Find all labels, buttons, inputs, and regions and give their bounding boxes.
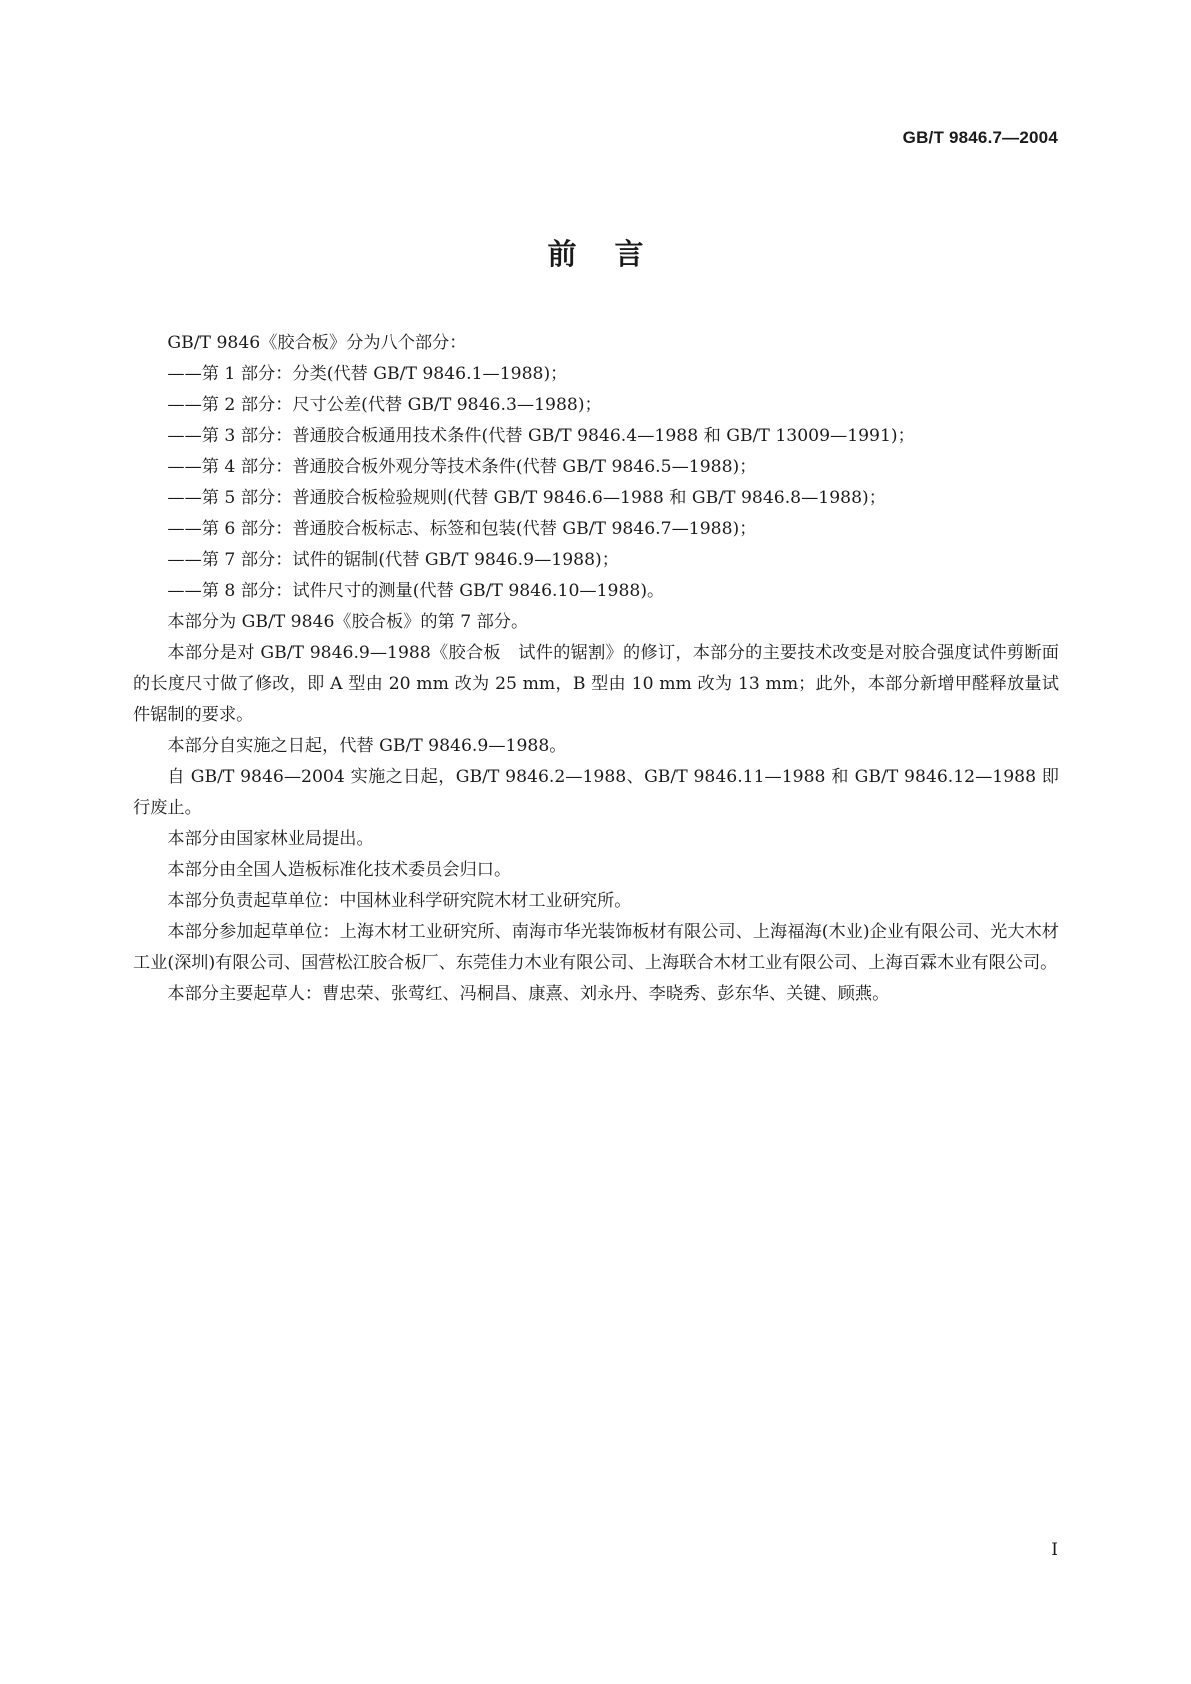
- body-paragraph: 本部分为 GB/T 9846《胶合板》的第 7 部分。: [167, 612, 529, 632]
- part-list-item: ——第 4 部分：普通胶合板外观分等技术条件(代替 GB/T 9846.5—1988)；: [167, 457, 757, 477]
- part-list-item: ——第 3 部分：普通胶合板通用技术条件(代替 GB/T 9846.4—1988 和 GB/T 13009—1991)；: [167, 426, 915, 446]
- body-paragraph: 本部分负责起草单位：中国林业科学研究院木材工业研究所。: [167, 891, 632, 911]
- body-paragraph: 本部分由全国人造板标准化技术委员会归口。: [167, 860, 512, 880]
- part-list-item: ——第 8 部分：试件尺寸的测量(代替 GB/T 9846.10—1988)。: [167, 581, 665, 601]
- part-list-item: ——第 2 部分：尺寸公差(代替 GB/T 9846.3—1988)；: [167, 395, 602, 415]
- page-number: I: [1051, 1540, 1058, 1560]
- part-list-item: ——第 7 部分：试件的锯制(代替 GB/T 9846.9—1988)；: [167, 550, 619, 570]
- body-paragraph: 本部分自实施之日起，代替 GB/T 9846.9—1988。: [167, 736, 567, 756]
- body-paragraph: 本部分由国家林业局提出。: [167, 829, 374, 849]
- body-paragraph: 本部分主要起草人：曹忠荣、张莺红、冯桐昌、康熹、刘永丹、李晓秀、彭东华、关键、顾燕。: [167, 984, 890, 1004]
- page-title: 前言: [547, 237, 682, 271]
- intro-paragraph: GB/T 9846《胶合板》分为八个部分：: [167, 333, 467, 353]
- standard-code: GB/T 9846.7—2004: [902, 128, 1058, 147]
- part-list-item: ——第 5 部分：普通胶合板检验规则(代替 GB/T 9846.6—1988 和 GB/T 9846.8—1988)；: [167, 488, 886, 508]
- foreword-body: [133, 328, 1059, 1010]
- part-list-item: ——第 1 部分：分类(代替 GB/T 9846.1—1988)；: [167, 364, 568, 384]
- body-paragraph: 本部分参加起草单位：上海木材工业研究所、南海市华光装饰板材有限公司、上海福海(木业)企业有限公司、光大木材工业(深圳)有限公司、国营松江胶合板厂、东莞佳力木业有限公司、上海联合木材工业有限公司、上海百霖木业有限公司。: [133, 922, 1059, 973]
- body-paragraph: 自 GB/T 9846—2004 实施之日起，GB/T 9846.2—1988、GB/T 9846.11—1988 和 GB/T 9846.12—1988 即行废止。: [133, 767, 1059, 818]
- part-list-item: ——第 6 部分：普通胶合板标志、标签和包装(代替 GB/T 9846.7—1988)；: [167, 519, 757, 539]
- body-paragraph: 本部分是对 GB/T 9846.9—1988《胶合板 试件的锯割》的修订，本部分的主要技术改变是对胶合强度试件剪断面的长度尺寸做了修改，即 A 型由 20 mm 改为 25 mm，B 型由 10 mm 改为 13 mm；此外，本部分新增甲醛释放量试件锯制的要求。: [133, 643, 1059, 725]
